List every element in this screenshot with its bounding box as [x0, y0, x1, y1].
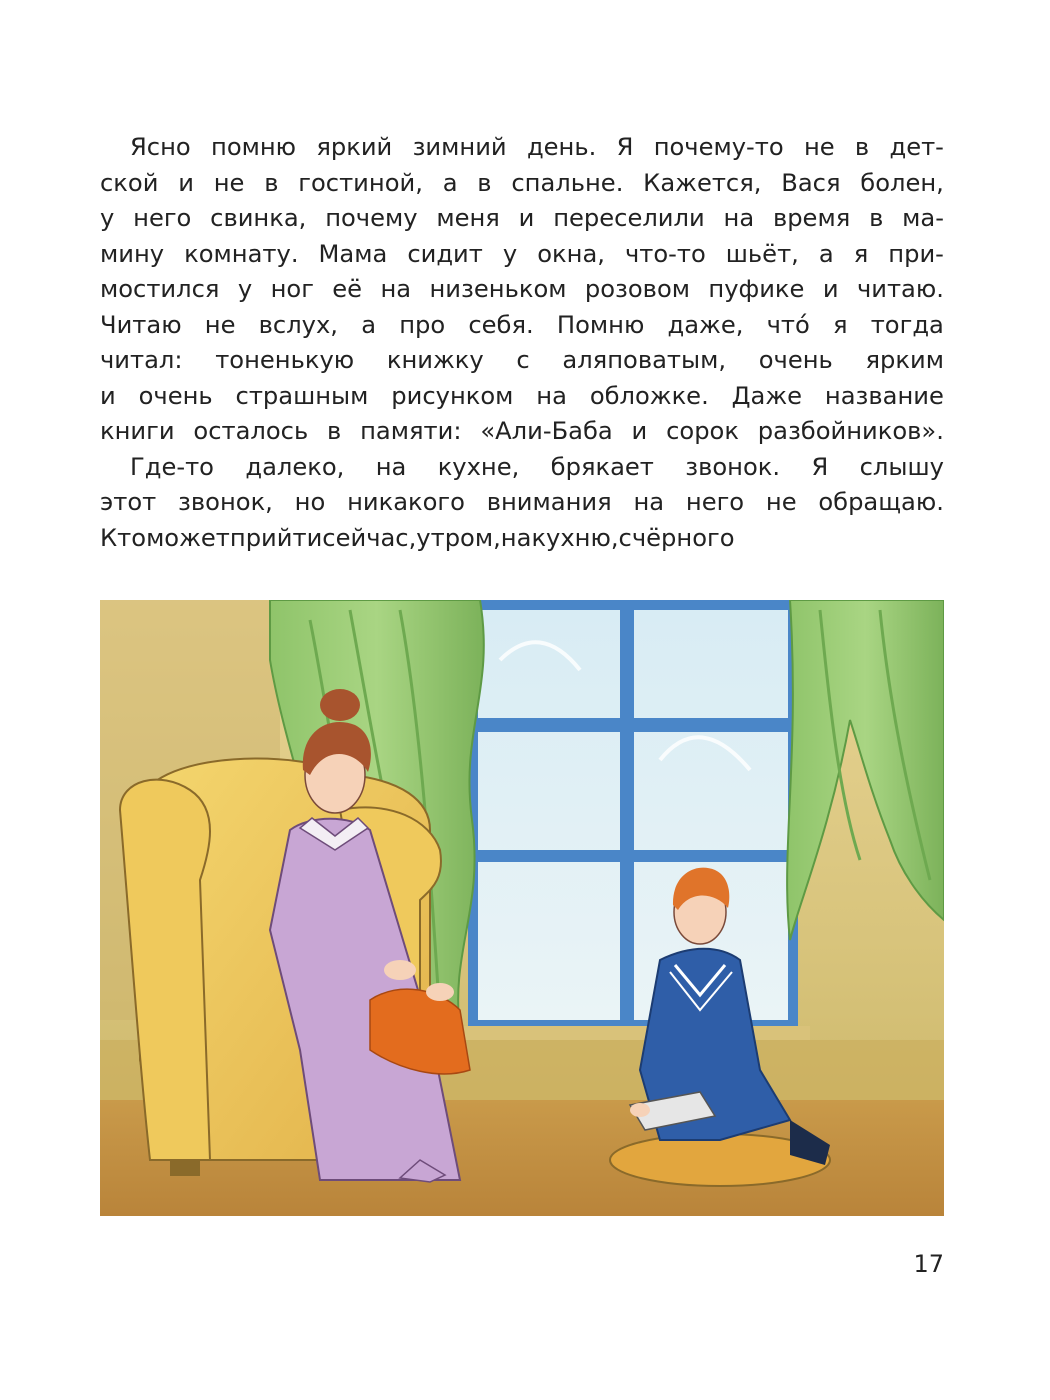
text-line: Ясно помню яркий зимний день. Я почему-то не в дет-: [130, 133, 944, 161]
text-line: мину комнату. Мама сидит у окна, что-то шьёт, а я при-: [100, 239, 944, 268]
text-line: Кто может прийти сейчас, утром, на кухню, с чёрного: [100, 523, 735, 552]
body-text: [100, 130, 944, 556]
text-line: у него свинка, почему меня и переселили на время в ма-: [100, 204, 944, 232]
paragraph-2: [100, 450, 944, 557]
window: [460, 600, 810, 1040]
paragraph-1: [100, 130, 944, 450]
text-line: читал: тоненькую книжку с аляповатым, очень ярким: [100, 346, 944, 374]
text-line: Где-то далеко, на кухне, брякает звонок. Я слышу: [130, 452, 944, 481]
text-line: Читаю не вслух, а про себя. Помню даже, что́ я тогда: [100, 310, 944, 339]
text-line: ской и не в гостиной, а в спальне. Кажется, Вася болен,: [100, 168, 944, 197]
text-line: книги осталось в памяти: «Али-Баба и сорок разбойников».: [100, 417, 944, 445]
text-line: и очень страшным рисунком на обложке. Даже название: [100, 381, 944, 410]
page-number: 17: [913, 1250, 944, 1278]
text-line: этот звонок, но никакого внимания на него не обращаю.: [100, 488, 944, 516]
story-illustration: [100, 600, 944, 1216]
text-line: мостился у ног её на низеньком розовом пуфике и читаю.: [100, 275, 944, 303]
